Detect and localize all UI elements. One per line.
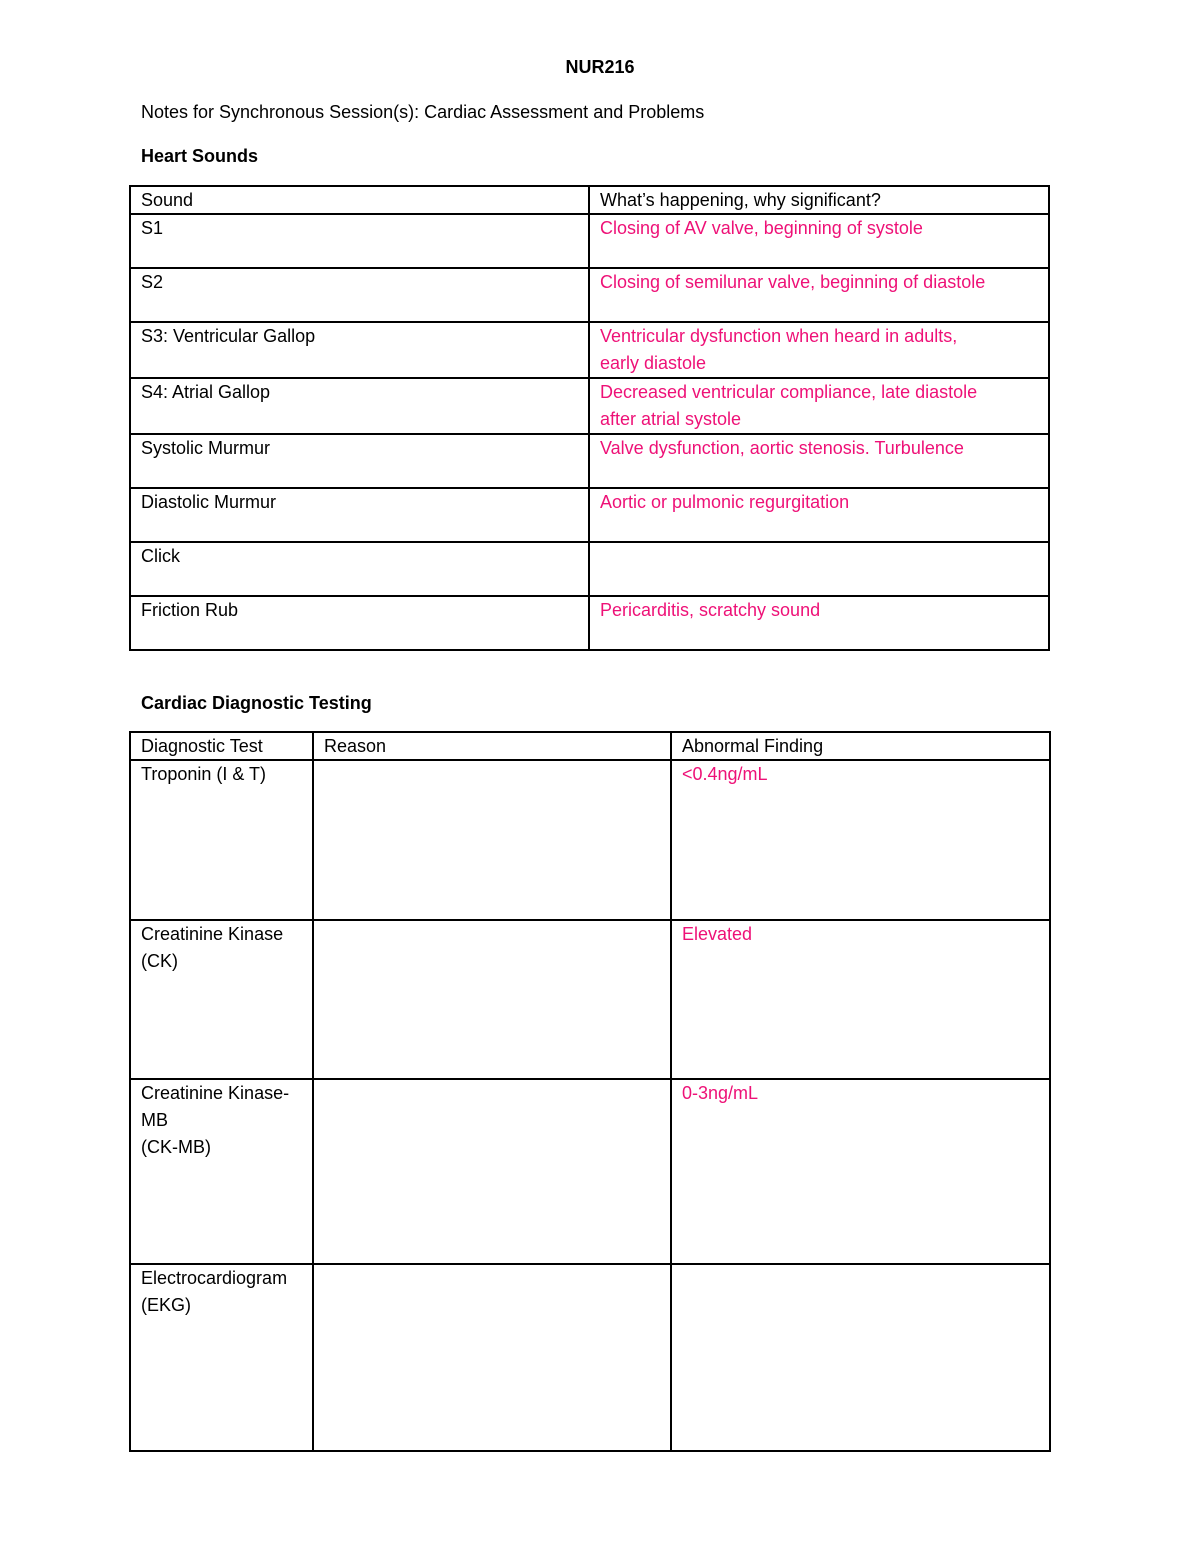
page-title: NUR216 [565, 57, 635, 77]
test-reason [313, 920, 671, 1079]
table-row [130, 434, 1049, 488]
sound-notes: Aortic or pulmonic regurgitation [589, 488, 1049, 542]
sound-name: S2 [130, 268, 589, 322]
sound-name: Systolic Murmur [130, 434, 589, 488]
sound-notes: Valve dysfunction, aortic stenosis. Turbulence [589, 434, 1049, 488]
test-finding: 0-3ng/mL [671, 1079, 1050, 1264]
sound-notes: Closing of semilunar valve, beginning of diastole [589, 268, 1049, 322]
sound-name: Friction Rub [130, 596, 589, 650]
sound-notes [589, 542, 1049, 596]
sound-notes: Ventricular dysfunction when heard in adults, early diastole [589, 322, 1049, 378]
sound-name: Diastolic Murmur [130, 488, 589, 542]
test-finding: <0.4ng/mL [671, 760, 1050, 920]
table-row [130, 542, 1049, 596]
table-row [130, 1264, 1050, 1451]
test-finding [671, 1264, 1050, 1451]
table-row [130, 378, 1049, 434]
diagnostic-testing-table [129, 731, 1051, 1452]
sound-name: Click [130, 542, 589, 596]
table-row [130, 214, 1049, 268]
column-header-reason: Reason [313, 732, 671, 760]
test-reason [313, 760, 671, 920]
heart-sounds-heading: Heart Sounds [141, 146, 259, 166]
table-row [130, 268, 1049, 322]
diagnostic-testing-heading: Cardiac Diagnostic Testing [141, 693, 372, 713]
test-name: Creatinine Kinase (CK) [130, 920, 313, 1079]
test-reason [313, 1264, 671, 1451]
sound-name: S1 [130, 214, 589, 268]
sound-name: S4: Atrial Gallop [130, 378, 589, 434]
table-row [130, 760, 1050, 920]
sound-notes: Pericarditis, scratchy sound [589, 596, 1049, 650]
column-header-significance: What’s happening, why significant? [589, 186, 1049, 214]
table-row [130, 920, 1050, 1079]
column-header-diagnostic-test: Diagnostic Test [130, 732, 313, 760]
test-name: Electrocardiogram (EKG) [130, 1264, 313, 1451]
sound-notes: Closing of AV valve, beginning of systole [589, 214, 1049, 268]
table-row [130, 596, 1049, 650]
diagnostic-header-row [130, 732, 1050, 760]
session-subtitle: Notes for Synchronous Session(s): Cardiac Assessment and Problems [141, 102, 705, 122]
heart-sounds-header-row [130, 186, 1049, 214]
sound-notes: Decreased ventricular compliance, late diastole after atrial systole [589, 378, 1049, 434]
test-finding: Elevated [671, 920, 1050, 1079]
table-row [130, 488, 1049, 542]
heart-sounds-table [129, 185, 1050, 651]
table-row [130, 1079, 1050, 1264]
column-header-sound: Sound [130, 186, 589, 214]
sound-name: S3: Ventricular Gallop [130, 322, 589, 378]
column-header-abnormal-finding: Abnormal Finding [671, 732, 1050, 760]
test-name: Creatinine Kinase- MB (CK-MB) [130, 1079, 313, 1264]
table-row [130, 322, 1049, 378]
test-reason [313, 1079, 671, 1264]
test-name: Troponin (I & T) [130, 760, 313, 920]
